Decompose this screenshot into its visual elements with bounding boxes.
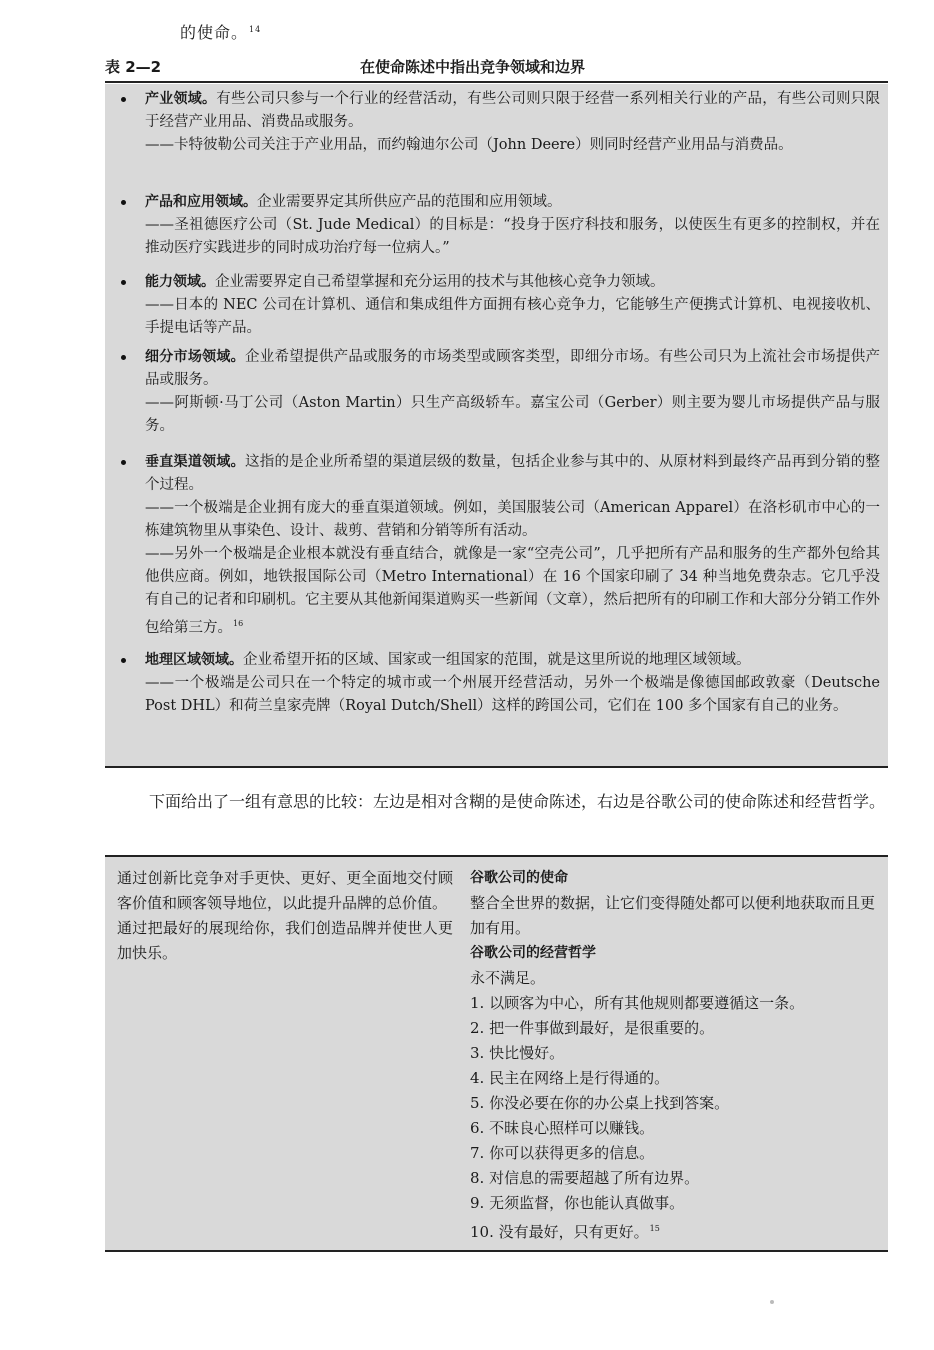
table-title: 在使命陈述中指出竞争领域和边界 [360, 58, 586, 76]
philosophy-item: 6. 不昧良心照样可以赚钱。 [470, 1119, 655, 1137]
mission-heading: 谷歌公司的使命 [470, 870, 568, 886]
item-term: 地理区域领域。 [145, 652, 243, 668]
footnote-ref: 14 [249, 24, 262, 34]
item-desc: 企业需要界定其所供应产品的范围和应用领域。 [257, 194, 562, 210]
item-term: 垂直渠道领域。 [145, 454, 245, 470]
bullet-icon [121, 658, 126, 663]
list-item-text [145, 191, 880, 260]
bullet-icon [121, 200, 126, 205]
top-line-text: 的使命。 [180, 23, 249, 42]
item-example-text: ——另外一个极端是企业根本就没有垂直结合，就像是一家“空壳公司”，几乎把所有产品和服务的生产都外包给其他供应商。例如，地铁报国际公司（Metro International）在 16 个国家印刷了 34 种当地免费杂志。它几乎没有自己的记者和印刷机。它主要从其他新闻渠道购买一些新闻（文章），然后把所有的印刷工作和大部分分销工作外包给第三方。 [145, 546, 880, 636]
vague-mission-text: 通过创新比竞争对手更快、更好、更全面地交付顾客价值和顾客领导地位，以此提升品牌的总价值。 [117, 869, 453, 912]
footnote-ref: 16 [233, 619, 244, 628]
philosophy-intro: 永不满足。 [470, 969, 546, 987]
item-term: 产品和应用领域。 [145, 194, 257, 210]
footnote-ref: 15 [649, 1224, 660, 1233]
list-item-text [145, 451, 880, 640]
item-desc: 企业希望开拓的区域、国家或一组国家的范围，就是这里所说的地理区域领域。 [243, 652, 751, 668]
page-speck [770, 1300, 774, 1304]
philosophy-item: 3. 快比慢好。 [470, 1044, 565, 1062]
table-header [105, 56, 888, 80]
list-item-text [145, 88, 880, 157]
list-item-text [145, 346, 880, 438]
comparison-box [105, 857, 888, 1250]
philosophy-item-text: 10. 没有最好，只有更好。 [470, 1223, 649, 1241]
table-number: 表 2—2 [105, 58, 162, 76]
item-desc: 这指的是企业所希望的渠道层级的数量，包括企业参与其中的、从原材料到最终产品再到分销的整个过程。 [145, 454, 881, 493]
table-bottom-rule [105, 766, 888, 768]
item-desc: 有些公司只参与一个行业的经营活动，有些公司则只限于经营一系列相关行业的产品，有些公司则只限于经营产业用品、消费品或服务。 [145, 91, 881, 130]
item-term: 产业领域。 [145, 91, 217, 107]
philosophy-item: 7. 你可以获得更多的信息。 [470, 1144, 655, 1162]
table-box [105, 84, 888, 766]
item-example: ——一个极端是公司只在一个特定的城市或一个州展开经营活动，另外一个极端是像德国邮政敦豪（Deutsche Post DHL）和荷兰皇家壳牌（Royal Dutch/Shell）这样的跨国公司，它们在 100 多个国家有自己的业务。 [145, 675, 880, 714]
item-example: ——阿斯顿·马丁公司（Aston Martin）只生产高级轿车。嘉宝公司（Gerber）则主要为婴儿市场提供产品与服务。 [145, 395, 880, 434]
list-item-text [145, 271, 880, 340]
item-example: ——日本的 NEC 公司在计算机、通信和集成组件方面拥有核心竞争力，它能够生产便携式计算机、电视接收机、手提电话等产品。 [145, 297, 880, 336]
top-line [180, 20, 261, 43]
philosophy-item: 8. 对信息的需要超越了所有边界。 [470, 1169, 700, 1187]
list-item-text [145, 649, 880, 718]
philosophy-item: 2. 把一件事做到最好，是很重要的。 [470, 1019, 715, 1037]
mission-text: 整合全世界的数据，让它们变得随处都可以便利地获取而且更加有用。 [470, 894, 876, 937]
body-paragraph: 下面给出了一组有意思的比较：左边是相对含糊的是使命陈述，右边是谷歌公司的使命陈述和经营哲学。 [149, 792, 886, 811]
item-example [145, 543, 880, 640]
bullet-icon [121, 280, 126, 285]
vague-mission-column [117, 866, 453, 966]
google-mission-column [470, 866, 880, 1245]
philosophy-item: 9. 无须监督，你也能认真做事。 [470, 1194, 685, 1212]
item-desc: 企业希望提供产品或服务的市场类型或顾客类型，即细分市场。有些公司只为上流社会市场提供产品或服务。 [145, 349, 881, 388]
item-example: ——一个极端是企业拥有庞大的垂直渠道领域。例如，美国服装公司（American Apparel）在洛杉矶市中心的一栋建筑物里从事染色、设计、裁剪、营销和分销等所有活动。 [145, 500, 880, 539]
comparison-bottom-rule [105, 1250, 888, 1252]
philosophy-item [470, 1216, 880, 1245]
item-term: 细分市场领域。 [145, 349, 245, 365]
philosophy-item: 1. 以顾客为中心，所有其他规则都要遵循这一条。 [470, 994, 805, 1012]
philosophy-heading: 谷歌公司的经营哲学 [470, 945, 596, 961]
philosophy-item: 5. 你没必要在你的办公桌上找到答案。 [470, 1094, 730, 1112]
bullet-icon [121, 355, 126, 360]
vague-mission-text: 通过把最好的展现给你，我们创造品牌并使世人更加快乐。 [117, 919, 453, 962]
item-example: ——卡特彼勒公司关注于产业用品，而约翰迪尔公司（John Deere）则同时经营产业用品与消费品。 [145, 137, 793, 153]
item-term: 能力领域。 [145, 274, 215, 290]
bullet-icon [121, 97, 126, 102]
bullet-icon [121, 460, 126, 465]
philosophy-item: 4. 民主在网络上是行得通的。 [470, 1069, 670, 1087]
item-desc: 企业需要界定自己希望掌握和充分运用的技术与其他核心竞争力领域。 [215, 274, 665, 290]
item-example: ——圣祖德医疗公司（St. Jude Medical）的目标是：“投身于医疗科技和服务，以使医生有更多的控制权，并在推动医疗实践进步的同时成功治疗每一位病人。” [145, 217, 880, 256]
table-top-rule [105, 81, 888, 83]
